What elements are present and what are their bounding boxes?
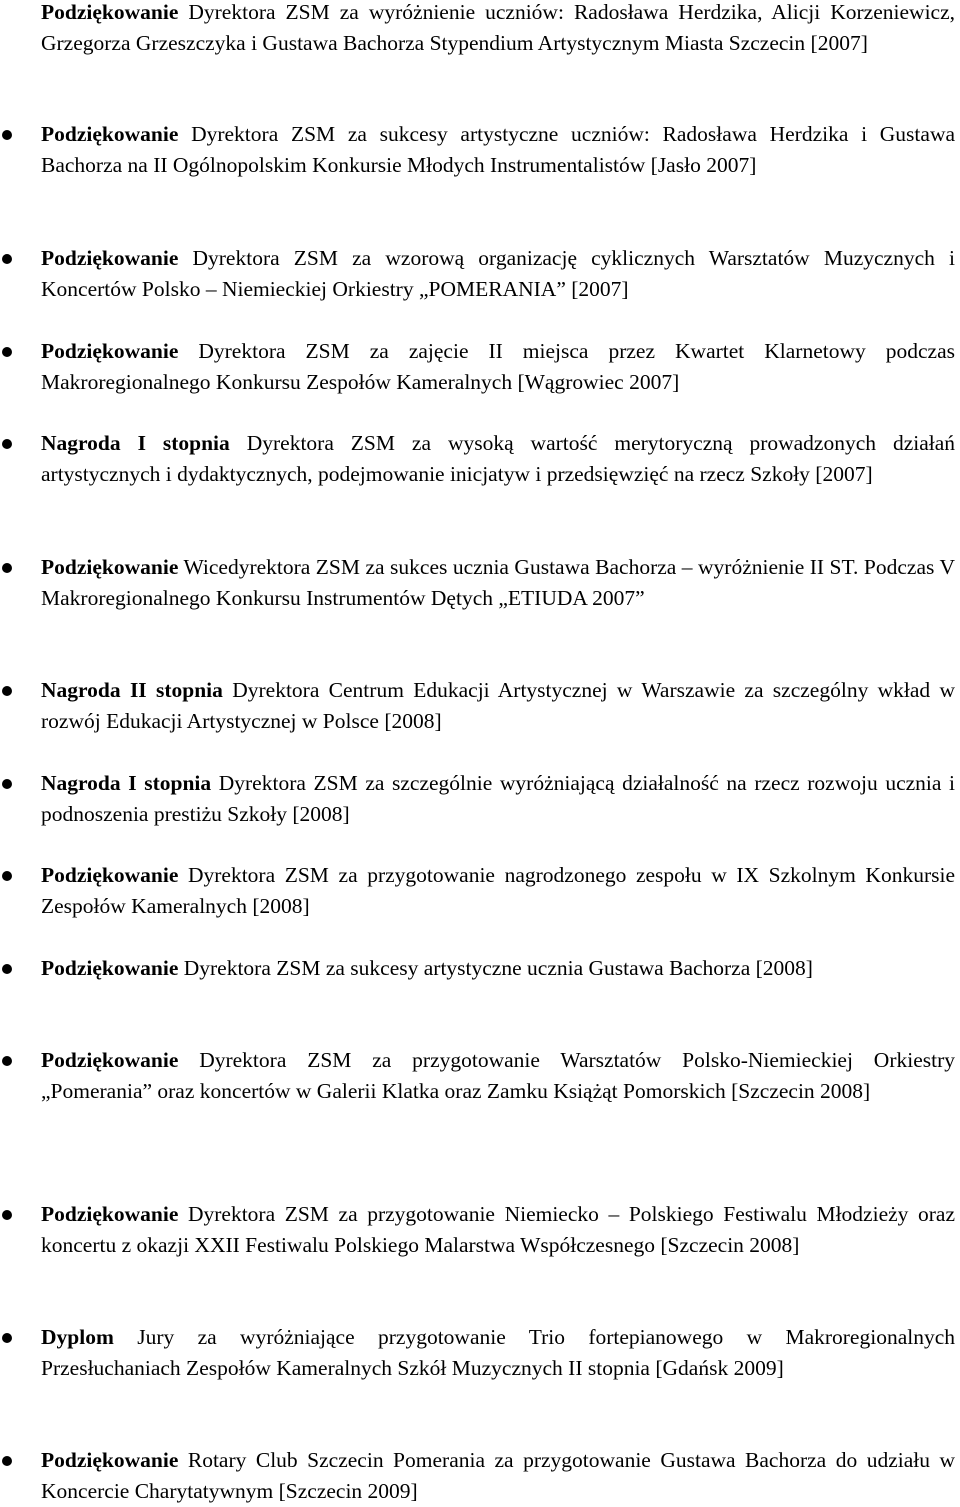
award-text	[41, 552, 955, 614]
award-title: Podziękowanie	[41, 246, 179, 270]
bullet-icon	[2, 1333, 12, 1343]
bullet-icon	[2, 871, 12, 881]
award-title: Podziękowanie	[41, 1202, 179, 1226]
award-description: Dyrektora ZSM za przygotowanie Warsztatów Polsko-Niemieckiej Orkiestry „Pomerania” oraz koncertów w Galerii Klatka oraz Zamku Książąt Pomorskich [Szczecin 2008]	[41, 1048, 955, 1103]
award-text	[41, 1445, 955, 1507]
bullet-icon	[2, 1456, 12, 1466]
award-title: Podziękowanie	[41, 1448, 179, 1472]
award-title: Podziękowanie	[41, 122, 179, 146]
award-text	[41, 768, 955, 830]
award-text	[41, 860, 955, 922]
award-title: Podziękowanie	[41, 956, 179, 980]
bullet-icon	[2, 563, 12, 573]
award-text	[41, 1045, 955, 1107]
award-description: Dyrektora ZSM za przygotowanie Niemiecko – Polskiego Festiwalu Młodzieży oraz koncertu z okazji XXII Festiwalu Polskiego Malarstwa Współczesnego [Szczecin 2008]	[41, 1202, 955, 1257]
bullet-icon	[2, 779, 12, 789]
award-description: Jury za wyróżniające przygotowanie Trio fortepianowego w Makroregionalnych Przesłuchaniach Zespołów Kameralnych Szkół Muzycznych II stopnia [Gdańsk 2009]	[41, 1325, 956, 1380]
award-description: Wicedyrektora ZSM za sukces ucznia Gustawa Bachorza – wyróżnienie II ST. Podczas V Makroregionalnego Konkursu Instrumentów Dętych „ETIUDA 2007”	[41, 555, 955, 610]
bullet-icon	[2, 130, 12, 140]
award-text	[41, 336, 955, 398]
bullet-icon	[2, 1056, 12, 1066]
award-title: Podziękowanie	[41, 863, 179, 887]
bullet-icon	[2, 439, 12, 449]
award-description: Dyrektora ZSM za zajęcie II miejsca przez Kwartet Klarnetowy podczas Makroregionalnego Konkursu Zespołów Kameralnych [Wągrowiec 2007]	[41, 339, 956, 394]
award-text	[41, 428, 955, 490]
award-text	[41, 1199, 955, 1261]
award-description: Dyrektora ZSM za szczególnie wyróżniającą działalność na rzecz rozwoju ucznia i podnoszenia prestiżu Szkoły [2008]	[41, 771, 955, 826]
award-description: Dyrektora ZSM za sukcesy artystyczne ucznia Gustawa Bachorza [2008]	[183, 956, 813, 980]
award-title: Podziękowanie	[41, 339, 179, 363]
award-title: Nagroda II stopnia	[41, 678, 223, 702]
award-text	[41, 675, 955, 737]
award-description: Dyrektora Centrum Edukacji Artystycznej w Warszawie za szczególny wkład w rozwój Edukacji Artystycznej w Polsce [2008]	[41, 678, 955, 733]
award-text	[41, 119, 955, 181]
bullet-icon	[2, 1210, 12, 1220]
bullet-icon	[2, 686, 12, 696]
award-title: Podziękowanie	[41, 0, 179, 24]
award-description: Rotary Club Szczecin Pomerania za przygotowanie Gustawa Bachorza do udziału w Koncercie Charytatywnym [Szczecin 2009]	[41, 1448, 955, 1503]
award-description: Dyrektora ZSM za wzorową organizację cyklicznych Warsztatów Muzycznych i Koncertów Polsko – Niemieckiej Orkiestry „POMERANIA” [2007]	[41, 246, 955, 301]
award-title: Nagroda I stopnia	[41, 771, 212, 795]
award-text	[41, 0, 955, 59]
award-title: Podziękowanie	[41, 1048, 179, 1072]
award-text	[41, 1322, 955, 1384]
award-text	[41, 243, 955, 305]
bullet-icon	[2, 254, 12, 264]
award-title: Podziękowanie	[41, 555, 179, 579]
award-description: Dyrektora ZSM za wyróżnienie uczniów: Radosława Herdzika, Alicji Korzeniewicz, Grzegorza Grzeszczyka i Gustawa Bachorza Stypendium Artystycznym Miasta Szczecin [2007]	[41, 0, 955, 55]
award-description: Dyrektora ZSM za przygotowanie nagrodzonego zespołu w IX Szkolnym Konkursie Zespołów Kameralnych [2008]	[41, 863, 956, 918]
award-title: Nagroda I stopnia	[41, 431, 230, 455]
award-description: Dyrektora ZSM za wysoką wartość merytoryczną prowadzonych działań artystycznych i dydaktycznych, podejmowanie inicjatyw i przedsięwzięć na rzecz Szkoły [2007]	[41, 431, 956, 486]
bullet-icon	[2, 964, 12, 974]
bullet-icon	[2, 347, 12, 357]
award-title: Dyplom	[41, 1325, 114, 1349]
award-text	[41, 953, 955, 984]
award-description: Dyrektora ZSM za sukcesy artystyczne uczniów: Radosława Herdzika i Gustawa Bachorza na II Ogólnopolskim Konkursie Młodych Instrumentalistów [Jasło 2007]	[41, 122, 956, 177]
